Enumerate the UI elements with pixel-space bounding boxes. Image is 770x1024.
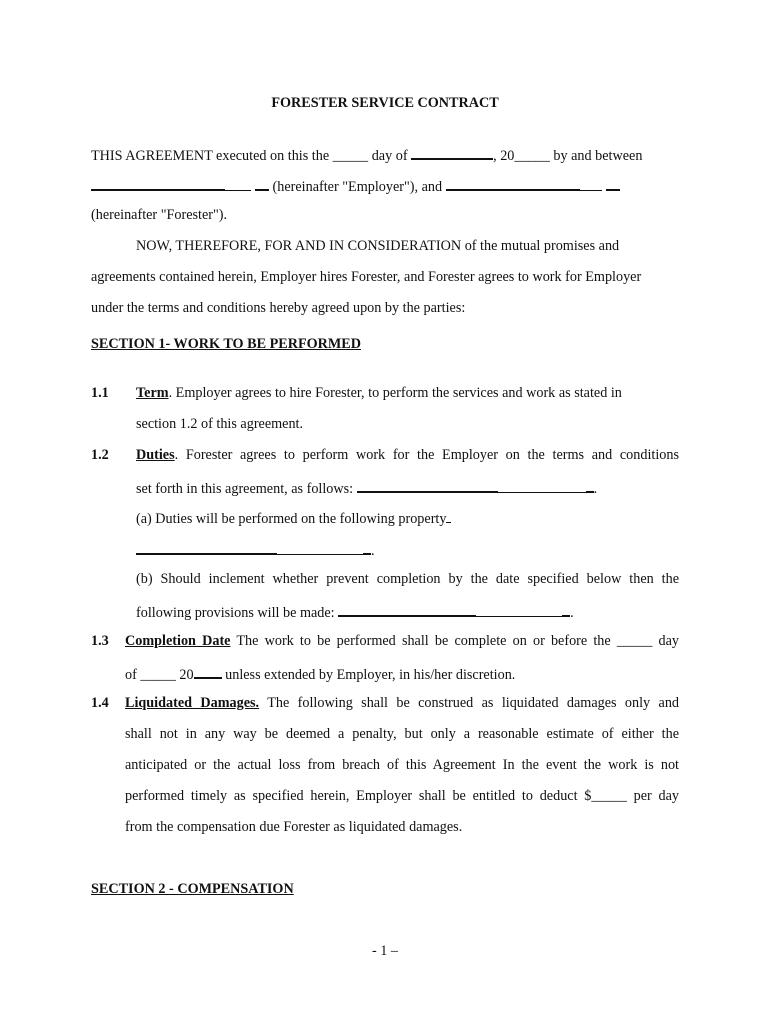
item-1-2-a-line-2: . (136, 539, 375, 560)
property-blank-end (363, 539, 371, 555)
intro-text-b: , 20_____ by and between (493, 148, 643, 164)
now-therefore-line-3: under the terms and conditions hereby agreed upon by the parties: (91, 300, 466, 316)
section-2-heading: SECTION 2 - COMPENSATION (91, 881, 294, 897)
item-1-1-text: . Employer agrees to hire Forester, to perform the services and work as stated in (168, 385, 622, 401)
item-1-3-line-1 (125, 632, 679, 650)
employer-name-blank[interactable] (91, 175, 225, 191)
property-label: (a) Duties will be performed on the following property (136, 511, 447, 527)
provisions-blank-end (562, 601, 570, 617)
item-1-1-line-1 (136, 384, 622, 402)
item-1-3-term: Completion Date (125, 633, 231, 649)
item-1-4-term: Liquidated Damages. (125, 695, 260, 711)
item-1-1-line-2: section 1.2 of this agreement. (136, 416, 304, 432)
document-title: FORESTER SERVICE CONTRACT (271, 95, 499, 111)
intro-line-1 (91, 144, 642, 165)
page-number: - 1 – (371, 943, 398, 959)
item-1-4-text: The following shall be construed as liquidated damages only and (259, 695, 679, 711)
item-1-2-b-line-1: (b) Should inclement whether prevent completion by the date specified below then the (136, 571, 679, 587)
item-1-4-line-5: from the compensation due Forester as liquidated damages. (125, 819, 463, 835)
item-1-2-line-1 (136, 446, 679, 464)
provisions-blank[interactable] (338, 601, 476, 617)
item-1-4-number: 1.4 (91, 695, 109, 711)
completion-year-blank[interactable] (194, 663, 222, 679)
duties-blank[interactable] (357, 477, 498, 493)
item-1-3-line-2 (125, 663, 515, 684)
property-blank-ext (277, 540, 363, 555)
property-blank-start (446, 508, 451, 523)
forester-name-blank[interactable] (446, 175, 580, 191)
item-1-3-text: The work to be performed shall be complete on or before the _____ day (230, 633, 679, 649)
item-1-4-line-3: anticipated or the actual loss from breach of this Agreement In the event the work is not (125, 757, 679, 773)
employer-label: (hereinafter "Employer"), and (269, 179, 446, 195)
item-1-4-line-1 (125, 694, 679, 712)
item-1-3-number: 1.3 (91, 633, 109, 649)
employer-name-blank-ext (225, 176, 251, 191)
forester-name-blank-end (606, 175, 620, 191)
forester-name-blank-ext (580, 176, 602, 191)
intro-line-3: (hereinafter "Forester"). (91, 207, 228, 223)
section-1-heading: SECTION 1- WORK TO BE PERFORMED (91, 336, 361, 352)
item-1-4-line-4: performed timely as specified herein, Employer shall be entitled to deduct $_____ per day (125, 788, 679, 804)
provisions-label: following provisions will be made: (136, 605, 339, 621)
property-blank[interactable] (136, 539, 277, 555)
provisions-blank-ext (476, 602, 562, 617)
item-1-2-number: 1.2 (91, 447, 109, 463)
item-1-2-term: Duties (136, 447, 175, 463)
item-1-2-a-line-1 (136, 508, 451, 528)
duties-label: set forth in this agreement, as follows: (136, 481, 357, 497)
intro-text-a: THIS AGREEMENT executed on this the _____ day of (91, 148, 412, 164)
employer-name-blank-end (255, 175, 269, 191)
duties-blank-end (586, 477, 594, 493)
intro-line-2 (91, 175, 620, 196)
duties-blank-ext (498, 478, 586, 493)
item-1-1-term: Term (136, 385, 169, 401)
completion-extension-text: unless extended by Employer, in his/her discretion. (221, 667, 516, 683)
month-blank[interactable] (411, 144, 493, 160)
now-therefore-line-1: NOW, THEREFORE, FOR AND IN CONSIDERATION of the mutual promises and (136, 238, 620, 254)
item-1-4-line-2: shall not in any way be deemed a penalty, but only a reasonable estimate of either the (125, 726, 679, 742)
item-1-2-line-2: set forth in this agreement, as follows: . (136, 477, 597, 498)
now-therefore-line-2: agreements contained herein, Employer hires Forester, and Forester agrees to work for Employer (91, 269, 642, 285)
item-1-2-b-line-2: following provisions will be made: . (136, 601, 574, 622)
item-1-2-text: . Forester agrees to perform work for the Employer on the terms and conditions (174, 447, 679, 463)
completion-year-label: of _____ 20 (125, 667, 194, 683)
item-1-1-number: 1.1 (91, 385, 109, 401)
